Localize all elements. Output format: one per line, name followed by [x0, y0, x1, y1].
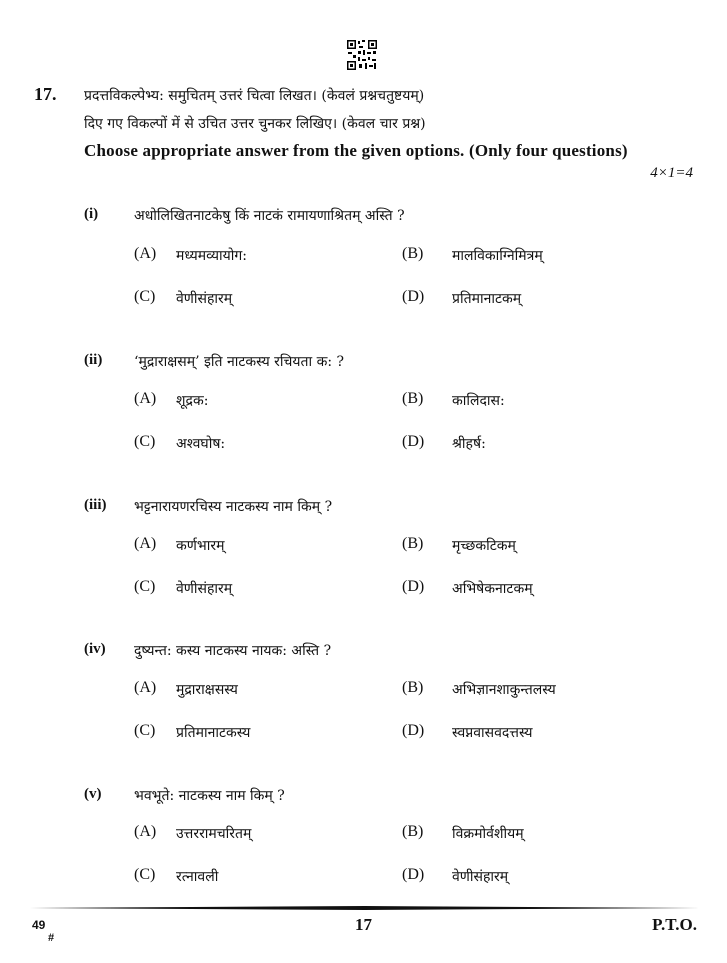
- option-text: मुद्राराक्षसस्य: [176, 682, 238, 698]
- option-label: (B): [402, 535, 424, 552]
- subquestion-text: भट्टनारायणरचिस्य नाटकस्य नाम किम् ?: [134, 499, 333, 515]
- option-text: वेणीसंहारम्: [176, 291, 233, 307]
- subquestion-label: (i): [84, 206, 99, 222]
- subquestion-text: दुष्यन्त: कस्य नाटकस्य नायक: अस्ति ?: [134, 643, 332, 659]
- option-text: अश्वघोष:: [176, 436, 226, 452]
- option-label: (B): [402, 823, 424, 840]
- option-label: (D): [402, 288, 425, 305]
- option-text: विक्रमोर्वशीयम्: [452, 826, 524, 842]
- paper-code-mark: #: [48, 932, 55, 944]
- option-text: कर्णभारम्: [176, 538, 225, 554]
- option-text: स्वप्नवासवदत्तस्य: [452, 725, 533, 741]
- subquestion-label: (iv): [84, 641, 106, 657]
- qr-code-icon: [347, 40, 377, 70]
- instruction-hindi: दिए गए विकल्पों में से उचित उत्तर चुनकर लिखिए। (केवल चार प्रश्न): [84, 116, 426, 132]
- subquestion-label: (v): [84, 786, 102, 802]
- option-label: (B): [402, 245, 424, 262]
- option-label: (B): [402, 390, 424, 407]
- page-number: 17: [355, 915, 372, 934]
- option-label: (C): [134, 288, 156, 305]
- subquestion-text: भवभूते: नाटकस्य नाम किम् ?: [134, 788, 285, 804]
- option-text: मालविकाग्निमित्रम्: [452, 248, 543, 264]
- option-label: (D): [402, 722, 425, 739]
- option-text: वेणीसंहारम्: [452, 869, 509, 885]
- option-label: (A): [134, 679, 157, 696]
- footer-divider: [30, 906, 700, 910]
- option-label: (D): [402, 578, 425, 595]
- option-text: वेणीसंहारम्: [176, 581, 233, 597]
- option-text: रत्नावली: [176, 869, 219, 885]
- option-text: श्रीहर्ष:: [452, 436, 486, 452]
- option-text: शूद्रक:: [176, 393, 209, 409]
- instruction-sanskrit: प्रदत्तविकल्पेभ्य: समुचितम् उत्तरं चित्वा लिखत। (केवलं प्रश्नचतुष्टयम्): [84, 88, 425, 104]
- option-text: कालिदास:: [452, 393, 505, 409]
- marks-allocation: 4×1=4: [650, 165, 693, 181]
- option-label: (B): [402, 679, 424, 696]
- option-text: प्रतिमानाटकम्: [452, 291, 522, 307]
- option-text: अभिज्ञानशाकुन्तलस्य: [452, 682, 556, 698]
- subquestion-label: (ii): [84, 352, 103, 368]
- option-label: (A): [134, 390, 157, 407]
- subquestion-text: ‘मुद्राराक्षसम्’ इति नाटकस्य रचियता क: ?: [134, 354, 345, 370]
- subquestion-text: अधोलिखितनाटकेषु किं नाटकं रामायणाश्रितम् अस्ति ?: [134, 208, 405, 224]
- pto-label: P.T.O.: [652, 915, 697, 934]
- option-text: अभिषेकनाटकम्: [452, 581, 533, 597]
- paper-code: 49: [32, 918, 46, 932]
- option-text: मध्यमव्यायोग:: [176, 248, 248, 264]
- option-text: उत्तररामचरितम्: [176, 826, 252, 842]
- option-label: (C): [134, 433, 156, 450]
- instruction-english: Choose appropriate answer from the given options. (Only four questions): [84, 141, 628, 160]
- option-label: (A): [134, 823, 157, 840]
- option-label: (C): [134, 578, 156, 595]
- option-label: (C): [134, 722, 156, 739]
- question-number: 17.: [34, 84, 57, 104]
- option-label: (D): [402, 866, 425, 883]
- option-label: (A): [134, 535, 157, 552]
- option-label: (D): [402, 433, 425, 450]
- option-label: (A): [134, 245, 157, 262]
- subquestion-label: (iii): [84, 497, 107, 513]
- option-text: मृच्छकटिकम्: [452, 538, 516, 554]
- option-label: (C): [134, 866, 156, 883]
- option-text: प्रतिमानाटकस्य: [176, 725, 251, 741]
